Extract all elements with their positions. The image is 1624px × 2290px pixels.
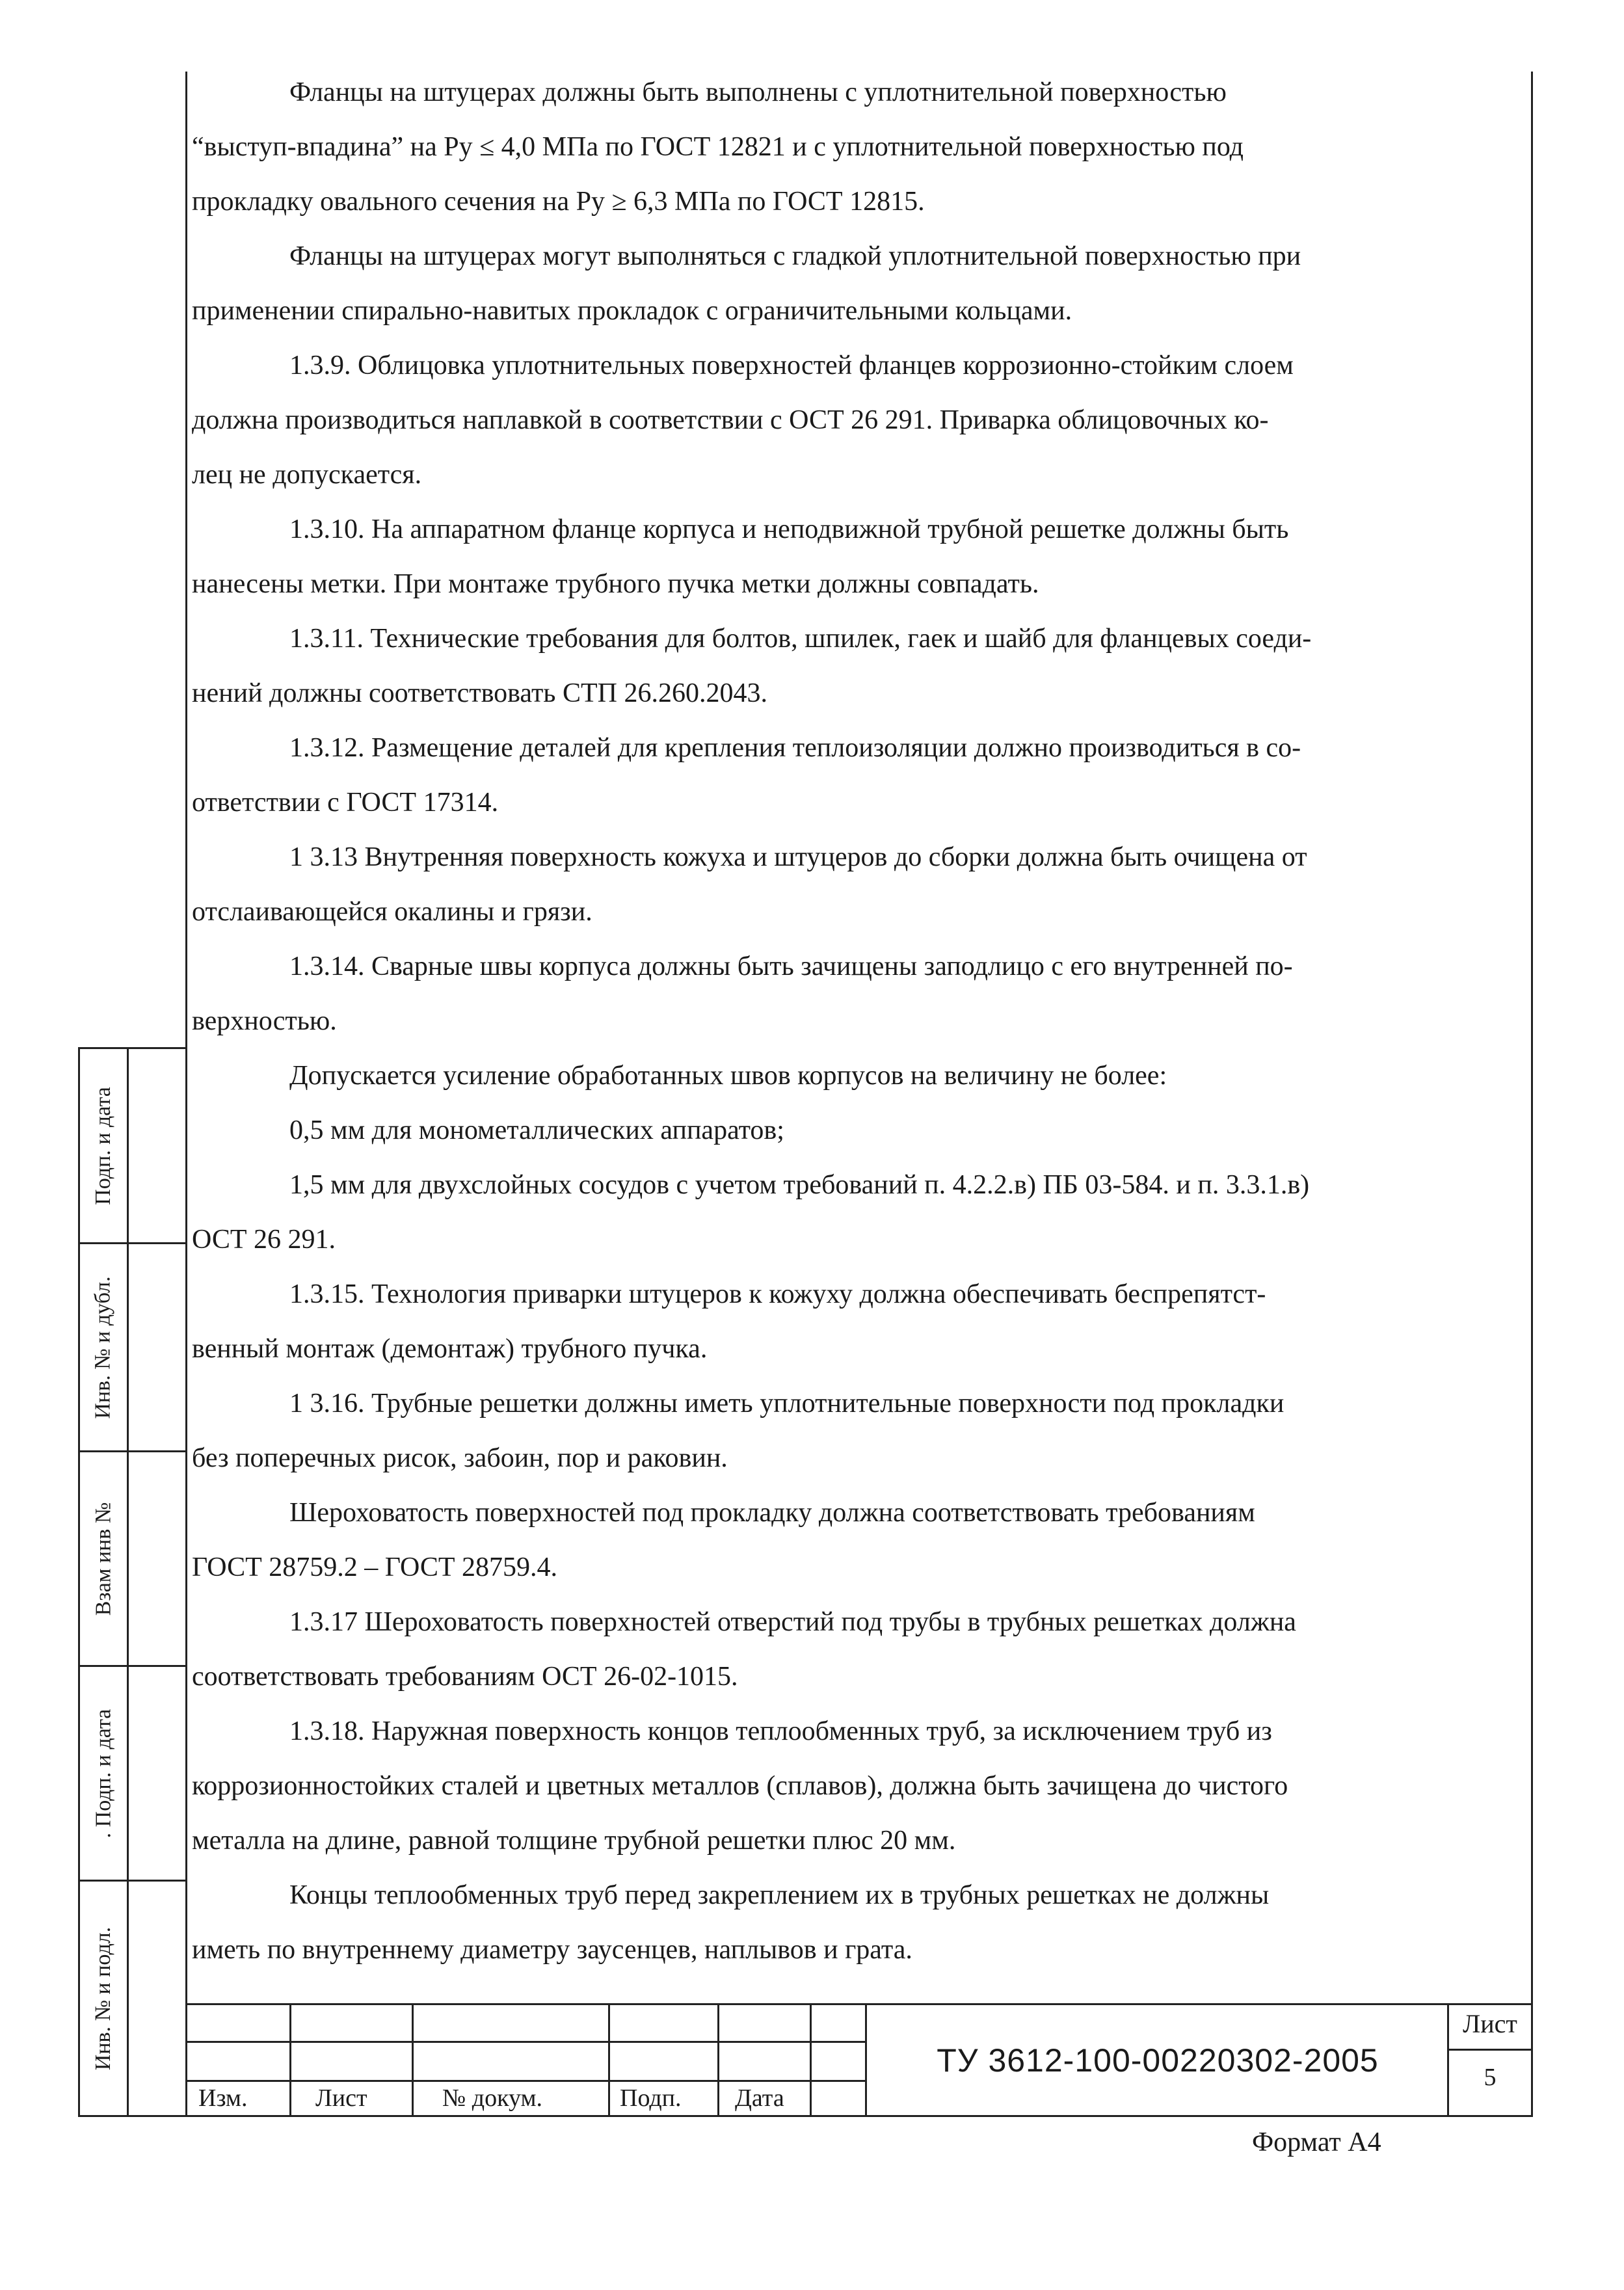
paragraph (192, 939, 1525, 1048)
paragraph (192, 1267, 1525, 1376)
stamp-label: Инв. № и дубл. (91, 1275, 115, 1419)
text-line: без поперечных рисок, забоин, пор и раковин. (192, 1443, 728, 1473)
document-code: ТУ 3612-100-00220302-2005 (937, 2042, 1379, 2079)
stamp-cell-inv-dup (78, 1242, 187, 1450)
text-line: 1 3.16. Трубные решетки должны иметь уплотнительные поверхности под прокладки (289, 1389, 1285, 1418)
text-line: Шероховатость поверхностей под прокладку должна соответствовать требованиям (289, 1498, 1255, 1528)
sheet-label: Лист (1463, 2009, 1517, 2038)
stamp-cell-replace-inv (78, 1450, 187, 1665)
title-block (185, 2003, 1533, 2117)
text-line: Допускается усиление обработанных швов корпусов на величину не более: (289, 1061, 1167, 1091)
text-line: Фланцы на штуцерах должны быть выполнены с уплотнительной поверхностью (289, 77, 1227, 107)
text-line: верхностью. (192, 1006, 337, 1036)
paragraph (192, 338, 1525, 502)
stamp-label: Подп. и дата (91, 1086, 116, 1205)
text-line: Концы теплообменных труб перед закреплением их в трубных решетках не должны (289, 1880, 1270, 1910)
text-line: нанесены метки. При монтаже трубного пучка метки должны совпадать. (192, 569, 1039, 599)
paragraph (192, 65, 1525, 229)
stamp-cell-inv-orig (78, 1880, 187, 2117)
paragraph (192, 1048, 1525, 1103)
header-change: Изм. (198, 2084, 248, 2112)
paragraph (192, 229, 1525, 338)
text-line: отслаивающейся окалины и грязи. (192, 897, 592, 927)
text-line: 1.3.14. Сварные швы корпуса должны быть зачищены заподлицо с его внутренней по- (289, 952, 1293, 981)
text-line: Фланцы на штуцерах могут выполняться с гладкой уплотнительной поверхностью при (289, 241, 1301, 271)
text-line: соответствовать требованиям ОСТ 26-02-1015. (192, 1662, 738, 1692)
text-line: венный монтаж (демонтаж) трубного пучка. (192, 1334, 708, 1364)
text-line: должна производиться наплавкой в соответствии с ОСТ 26 291. Приварка облицовочных ко- (192, 405, 1269, 435)
stamp-label: . Подп. и дата (91, 1709, 116, 1838)
text-line: 1 3.13 Внутренняя поверхность кожуха и штуцеров до сборки должна быть очищена от (289, 842, 1307, 872)
stamp-cell-sign-date-2 (78, 1665, 187, 1880)
paragraph (192, 830, 1525, 939)
text-line: ОСТ 26 291. (192, 1225, 336, 1255)
stamp-label: Взам инв № (91, 1502, 116, 1616)
text-line: 1.3.15. Технология приварки штуцеров к кожуху должна обеспечивать беспрепятст- (289, 1279, 1266, 1309)
paragraph (192, 1595, 1525, 1704)
sheet-number: 5 (1484, 2064, 1497, 2091)
paragraph (192, 721, 1525, 830)
text-line: 1.3.11. Технические требования для болтов, шпилек, гаек и шайб для фланцевых соеди- (289, 624, 1312, 654)
paragraph (192, 502, 1525, 611)
stamp-cell-sign-date-1 (78, 1047, 187, 1242)
text-line: 1.3.17 Шероховатость поверхностей отверстий под трубы в трубных решетках должна (289, 1607, 1296, 1637)
side-stamp-strip (78, 1047, 187, 2117)
header-date: Дата (735, 2084, 784, 2112)
paragraph (192, 1868, 1525, 1977)
header-sheet: Лист (315, 2084, 367, 2112)
text-line: 0,5 мм для монометаллических аппаратов; (289, 1115, 784, 1145)
paragraph (192, 611, 1525, 721)
text-line: коррозионностойких сталей и цветных металлов (сплавов), должна быть зачищена до чистого (192, 1771, 1288, 1801)
text-line: 1.3.9. Облицовка уплотнительных поверхностей фланцев коррозионно-стойким слоем (289, 351, 1294, 380)
text-line: иметь по внутреннему диаметру заусенцев, наплывов и грата. (192, 1935, 912, 1965)
text-line: прокладку овального сечения на Ру ≥ 6,3 МПа по ГОСТ 12815. (192, 187, 925, 217)
paragraph (192, 1158, 1525, 1267)
paragraph (192, 1376, 1525, 1485)
text-line: 1.3.18. Наружная поверхность концов теплообменных труб, за исключением труб из (289, 1716, 1272, 1746)
paragraph (192, 1103, 1525, 1158)
document-body (192, 65, 1525, 1977)
text-line: металла на длине, равной толщине трубной решетки плюс 20 мм. (192, 1826, 956, 1856)
text-line: лец не допускается. (192, 460, 422, 490)
paragraph (192, 1485, 1525, 1595)
text-line: нений должны соответствовать СТП 26.260.2043. (192, 678, 767, 708)
header-signature: Подп. (620, 2084, 682, 2112)
format-label: Формат А4 (1252, 2127, 1381, 2157)
header-doc-number: № докум. (442, 2084, 543, 2112)
text-line: 1,5 мм для двухслойных сосудов с учетом требований п. 4.2.2.в) ПБ 03-584. и п. 3.3.1.в) (289, 1170, 1310, 1200)
text-line: ГОСТ 28759.2 – ГОСТ 28759.4. (192, 1552, 557, 1582)
text-line: ответствии с ГОСТ 17314. (192, 788, 499, 818)
text-line: применении спирально-навитых прокладок с ограничительными кольцами. (192, 296, 1072, 326)
text-line: 1.3.10. На аппаратном фланце корпуса и неподвижной трубной решетке должны быть (289, 514, 1289, 544)
text-line: 1.3.12. Размещение деталей для крепления теплоизоляции должно производиться в со- (289, 733, 1301, 763)
stamp-label: Инв. № и подл. (91, 1926, 116, 2070)
text-line: “выступ-впадина” на Ру ≤ 4,0 МПа по ГОСТ 12821 и с уплотнительной поверхностью под (192, 132, 1244, 162)
paragraph (192, 1704, 1525, 1868)
